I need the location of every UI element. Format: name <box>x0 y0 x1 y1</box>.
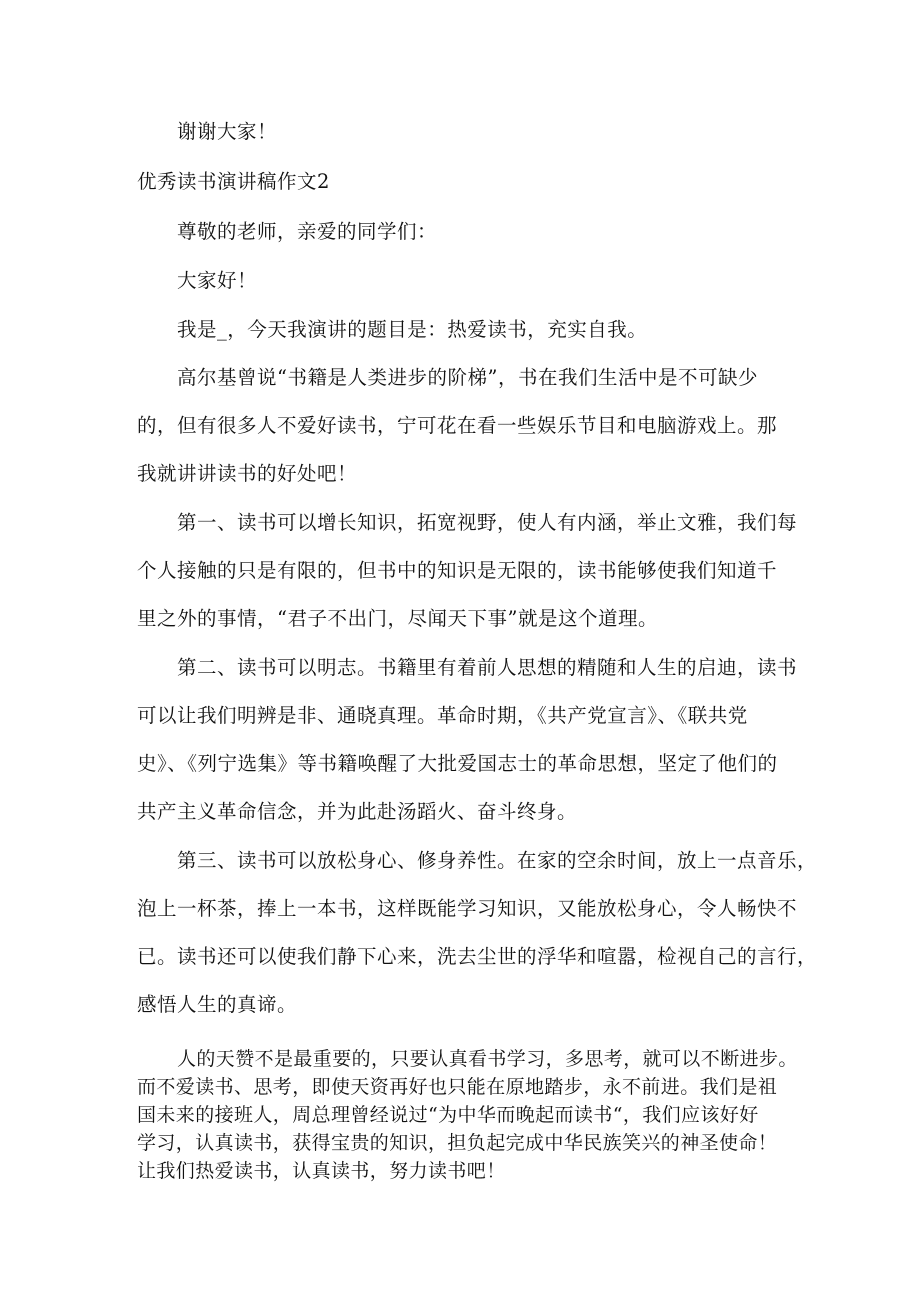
paragraph-line: 第一、读书可以增长知识，拓宽视野，使人有内涵，举止文雅，我们每 <box>177 511 798 534</box>
paragraph-line: 里之外的事情，“君子不出门，尽闻天下事”就是这个道理。 <box>137 607 658 630</box>
paragraph-line: 高尔基曾说“书籍是人类进步的阶梯”，书在我们生活中是不可缺少 <box>177 366 758 389</box>
paragraph-line: 人的天赞不是最重要的，只要认真看书学习，多思考，就可以不断进步。 <box>177 1048 798 1070</box>
paragraph-line: 感悟人生的真谛。 <box>137 993 298 1016</box>
paragraph-line: 而不爱读书、思考，即使天资再好也只能在原地踏步，永不前进。我们是祖 <box>137 1076 778 1098</box>
intro-line: 我是_，今天我演讲的题目是：热爱读书，充实自我。 <box>177 318 648 341</box>
paragraph-line: 第三、读书可以放松身心、修身养性。在家的空余时间，放上一点音乐， <box>177 849 818 872</box>
paragraph-line: 已。读书还可以使我们静下心来，洗去尘世的浮华和喧嚣，检视自己的言行， <box>137 945 818 968</box>
paragraph-line: 让我们热爱读书，认真读书，努力读书吧！ <box>137 1160 506 1182</box>
paragraph-line: 我就讲讲读书的好处吧！ <box>137 462 358 485</box>
hello: 大家好！ <box>177 269 258 292</box>
paragraph-line: 国未来的接班人，周总理曾经说过“为中华而晚起而读书“，我们应该好好 <box>137 1104 759 1126</box>
closing-thanks: 谢谢大家！ <box>177 120 278 143</box>
paragraph-line: 共产主义革命信念，并为此赴汤蹈火、奋斗终身。 <box>137 800 578 823</box>
paragraph-line: 个人接触的只是有限的，但书中的知识是无限的，读书能够使我们知道千 <box>137 559 778 582</box>
paragraph-line: 可以让我们明辨是非、通晓真理。革命时期，《共产党宣言》、《联共党 <box>137 704 748 727</box>
paragraph-line: 学习，认真读书，获得宝贵的知识，担负起完成中华民族笑兴的神圣使命！ <box>137 1132 778 1154</box>
paragraph-line: 第二、读书可以明志。书籍里有着前人思想的精随和人生的启迪，读书 <box>177 656 798 679</box>
paragraph-line: 的，但有很多人不爱好读书，宁可花在看一些娱乐节目和电脑游戏上。那 <box>137 414 778 437</box>
essay-title: 优秀读书演讲稿作文2 <box>137 170 330 193</box>
paragraph-line: 史》、《列宁选集》等书籍唤醒了大批爱国志士的革命思想，坚定了他们的 <box>137 752 778 775</box>
paragraph-line: 泡上一杯茶，捧上一本书，这样既能学习知识，又能放松身心，令人畅快不 <box>137 897 798 920</box>
greeting: 尊敬的老师，亲爱的同学们： <box>177 220 438 243</box>
